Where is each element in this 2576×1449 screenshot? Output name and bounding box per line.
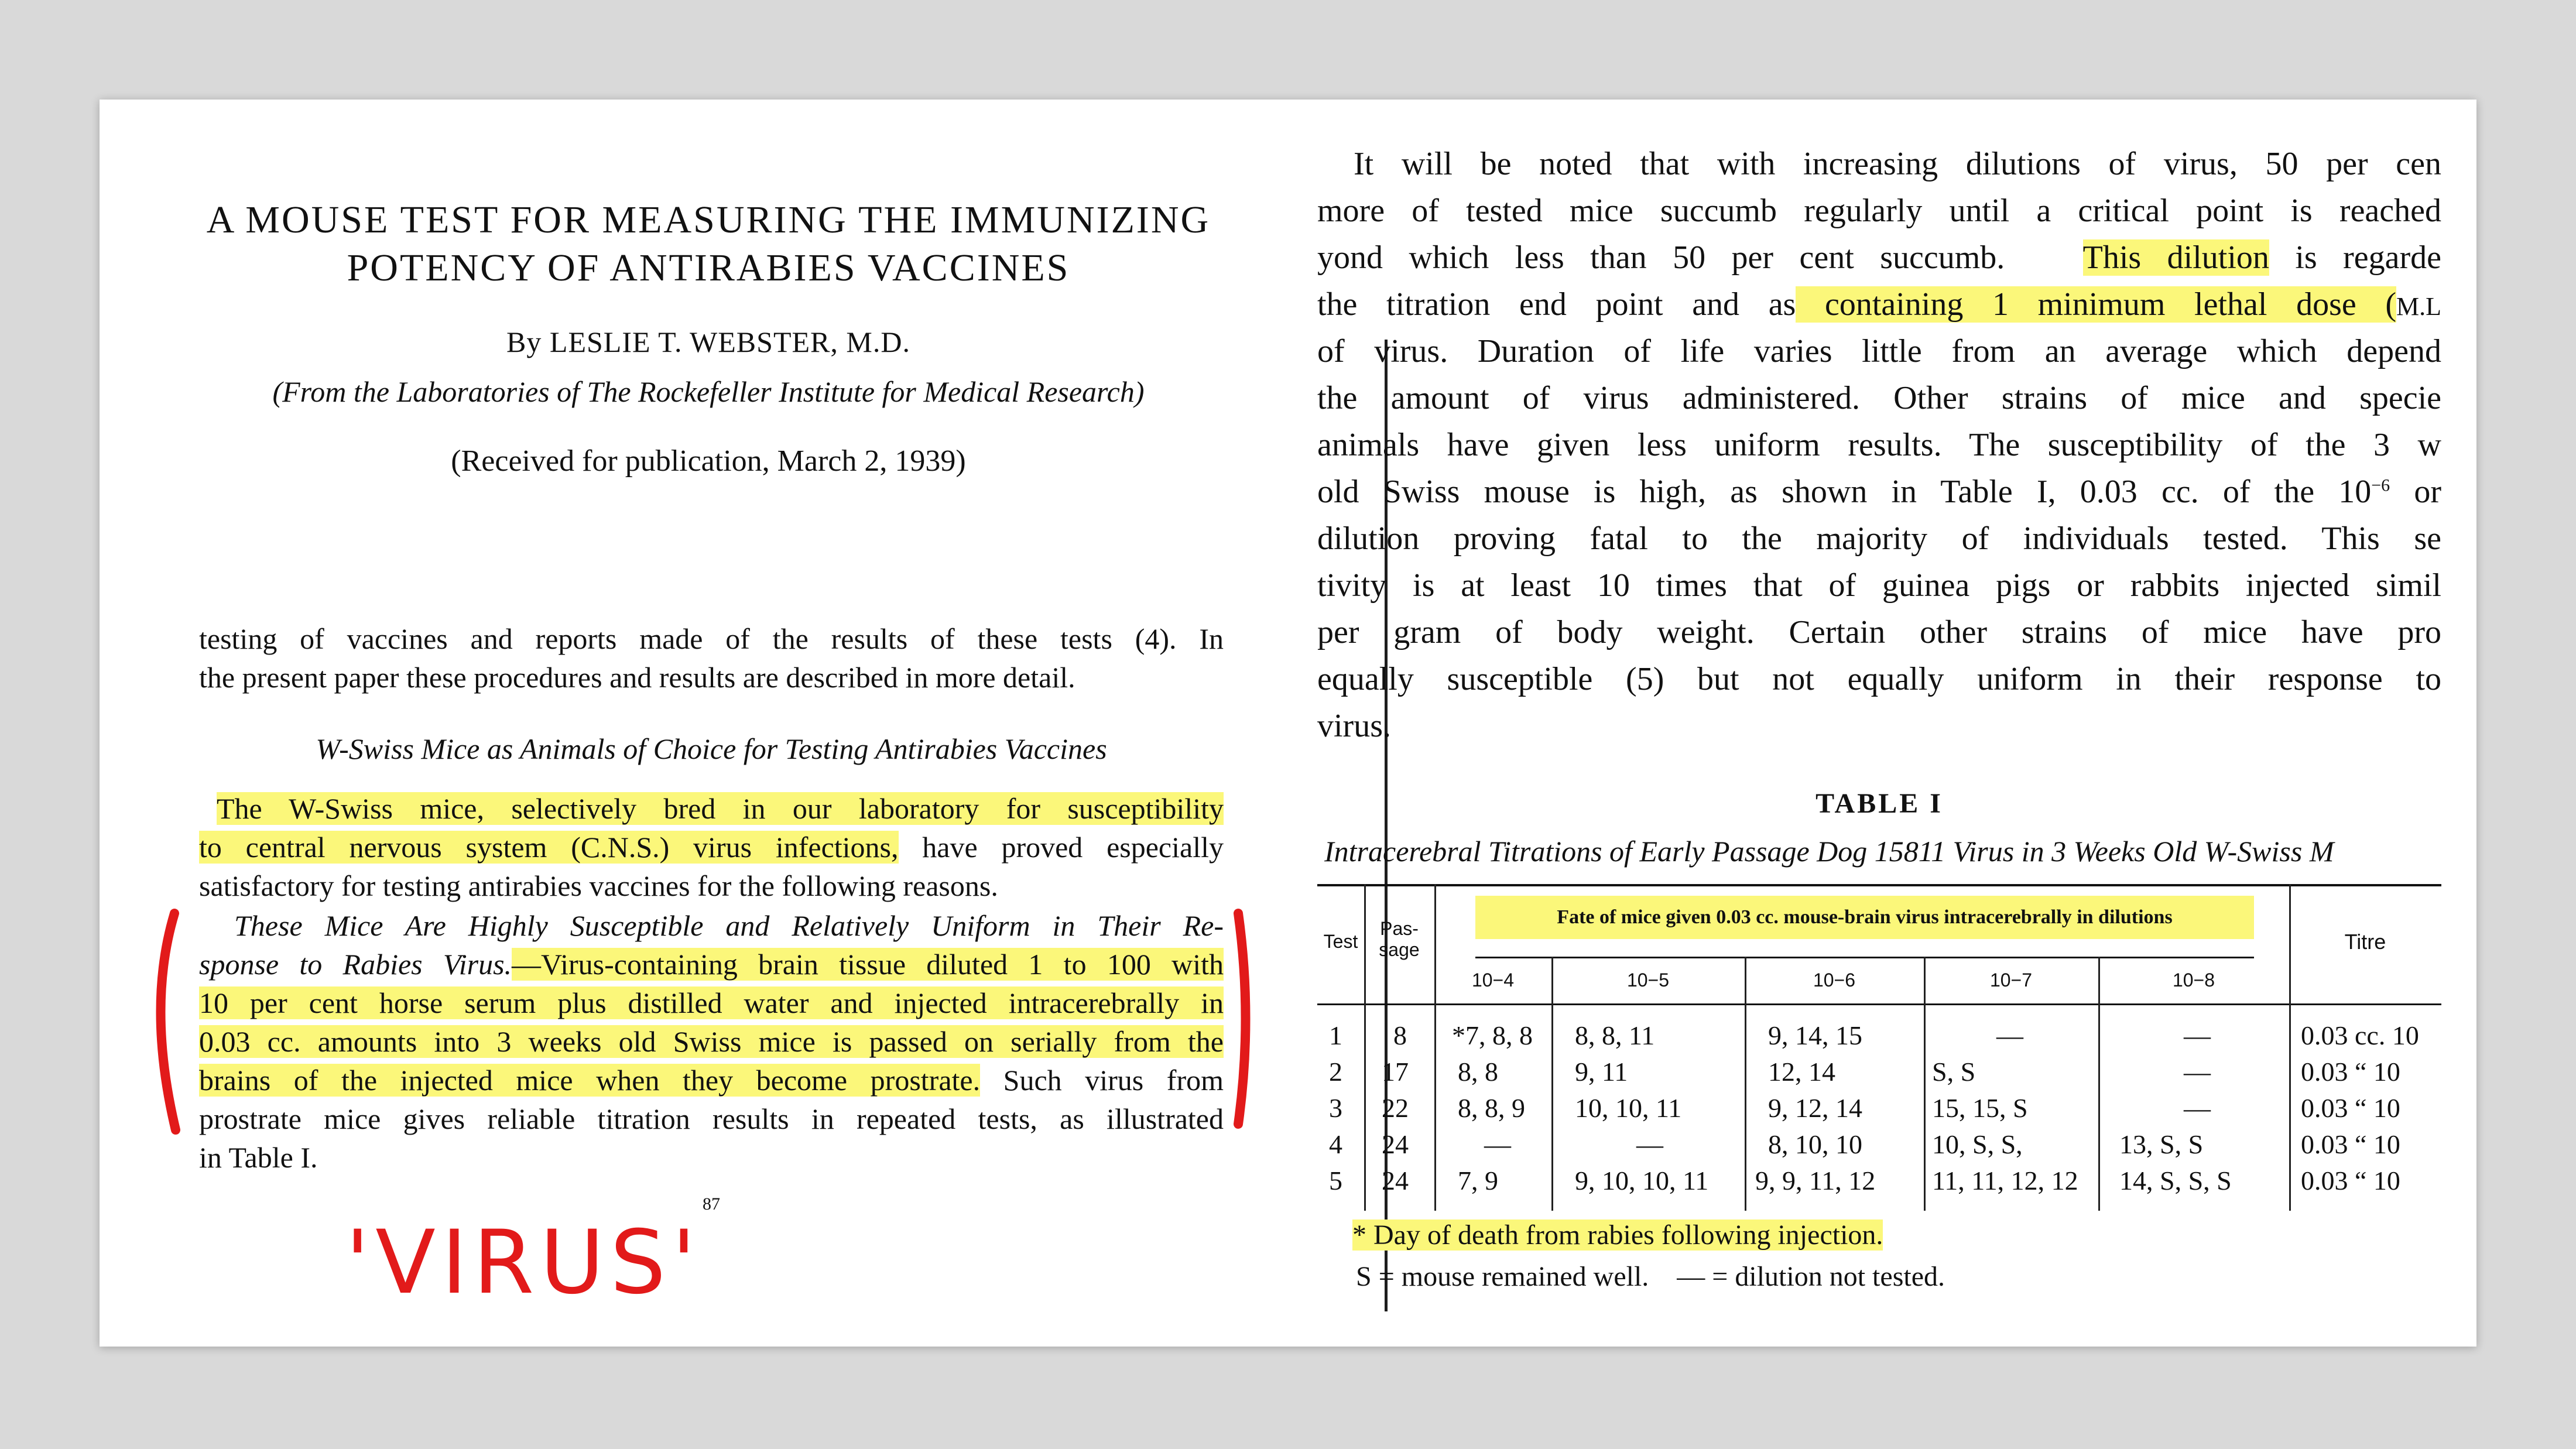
- vline: [1434, 884, 1436, 1211]
- right-line-13: virus.: [1317, 708, 1391, 744]
- dilution-header: 10−7: [1989, 970, 2033, 991]
- cell-titre: 0.03 “ 10: [2301, 1093, 2400, 1123]
- cell-d6: 12, 14: [1768, 1057, 1835, 1087]
- title-line-2: POTENCY OF ANTIRABIES VACCINES: [347, 246, 1070, 289]
- para2-line-2: [199, 830, 1224, 864]
- page-number: 87: [703, 1194, 720, 1214]
- cell-titre: 0.03 “ 10: [2301, 1129, 2400, 1159]
- cell-d8: 13, S, S: [2119, 1129, 2204, 1159]
- cell-passage: 17: [1382, 1057, 1409, 1087]
- cell-d5: 10, 10, 11: [1575, 1093, 1682, 1123]
- dilution-header: 10−4: [1471, 970, 1515, 991]
- text: or: [2390, 474, 2441, 510]
- titration-table: [1317, 883, 2441, 1211]
- author-byline: By LESLIE T. WEBSTER, M.D.: [506, 326, 910, 358]
- cell-titre: 0.03 “ 10: [2301, 1166, 2400, 1195]
- highlight: 0.03 cc. amounts into 3 weeks old Swiss mice is passed on serially from the: [199, 1025, 1224, 1058]
- para3-line-1: These Mice Are Highly Susceptible and Relatively Uniform in Their Re-: [234, 909, 1224, 942]
- section-heading: W-Swiss Mice as Animals of Choice for Testing Antirabies Vaccines: [316, 732, 1107, 765]
- vline: [2098, 957, 2100, 1211]
- cell-test: 3: [1329, 1093, 1342, 1123]
- cell-d4: *7, 8, 8: [1452, 1020, 1533, 1050]
- highlight: 10 per cent horse serum plus distilled water and injected intracerebrally in: [199, 986, 1224, 1019]
- table-footnote-2: S = mouse remained well. — = dilution not tested.: [1356, 1261, 1945, 1292]
- text: have proved especially: [898, 831, 1224, 864]
- cell-d5: 9, 10, 10, 11: [1575, 1166, 1709, 1195]
- cell-d7: S, S: [1932, 1057, 1976, 1087]
- highlight: This dilution: [2082, 239, 2269, 276]
- cell-d6: 9, 12, 14: [1768, 1093, 1862, 1123]
- cell-d4: 8, 8: [1458, 1057, 1498, 1087]
- table-caption: Intracerebral Titrations of Early Passage Dog 15811 Virus in 3 Weeks Old W-Swiss M: [1324, 835, 2334, 868]
- cell-test: 5: [1329, 1166, 1342, 1195]
- para2-line-3: satisfactory for testing antirabies vaccines for the following reasons.: [199, 869, 998, 902]
- cell-passage: 8: [1393, 1020, 1407, 1050]
- right-line-7: animals have given less uniform results. The susceptibility of the 3 w: [1317, 427, 2441, 463]
- cell-test: 1: [1329, 1020, 1342, 1050]
- para1-line-2: the present paper these procedures and results are described in more detail.: [199, 661, 1075, 694]
- cell-d8: 14, S, S, S: [2119, 1166, 2232, 1195]
- cell-d8: —: [2184, 1093, 2211, 1123]
- highlight: * Day of death from rabies following injection.: [1352, 1220, 1883, 1251]
- cell-d4: —: [1484, 1129, 1511, 1159]
- right-line-8: [1317, 473, 2441, 511]
- dilution-header: 10−8: [2172, 970, 2215, 991]
- col-titre-header: Titre: [2344, 930, 2386, 954]
- dilution-header: 10−5: [1626, 970, 1670, 991]
- highlight: to central nervous system (C.N.S.) virus infections,: [199, 831, 899, 864]
- highlight: The W-Swiss mice, selectively bred in our laboratory for susceptibility: [217, 792, 1224, 825]
- cell-d6: 9, 14, 15: [1768, 1020, 1862, 1050]
- superscript: −6: [2371, 475, 2390, 495]
- cell-d7: 10, S, S,: [1932, 1129, 2023, 1159]
- right-line-6: the amount of virus administered. Other strains of mice and specie: [1317, 380, 2441, 416]
- cell-passage: 24: [1382, 1166, 1409, 1195]
- right-line-11: per gram of body weight. Certain other strains of mice have pro: [1317, 614, 2441, 650]
- text: old Swiss mouse is high, as shown in Table I, 0.03 cc. of the 10: [1317, 474, 2372, 510]
- header-bottom-rule: [1317, 1003, 2441, 1005]
- dilution-rule: [1475, 957, 2254, 958]
- right-line-12: equally susceptible (5) but not equally uniform in their response to: [1317, 661, 2441, 697]
- right-line-9: dilution proving fatal to the majority of individuals tested. This se: [1317, 520, 2441, 557]
- text: yond which less than 50 per cent succumb.: [1317, 239, 2005, 276]
- highlight: —Virus-containing brain tissue diluted 1 to 100 with: [512, 948, 1224, 981]
- cell-test: 4: [1329, 1129, 1342, 1159]
- table-top-rule: [1317, 884, 2441, 886]
- cell-d4: 7, 9: [1458, 1166, 1498, 1195]
- right-line-3: [1317, 239, 2441, 276]
- received-date: (Received for publication, March 2, 1939): [451, 444, 966, 478]
- cell-d7: —: [1996, 1020, 2023, 1050]
- right-line-4: [1317, 286, 2441, 323]
- red-bracket-annotation: [152, 902, 1288, 1147]
- right-line-2: more of tested mice succumb regularly until a critical point is reached: [1317, 193, 2441, 229]
- cell-passage: 24: [1382, 1129, 1409, 1159]
- highlight: containing 1 minimum lethal dose (: [1796, 286, 2396, 323]
- title-line-1: A MOUSE TEST FOR MEASURING THE IMMUNIZING: [206, 198, 1211, 241]
- cell-d4: 8, 8, 9: [1458, 1093, 1525, 1123]
- cell-passage: 22: [1382, 1093, 1409, 1123]
- table-footnote-1: [1352, 1219, 1883, 1251]
- article-title: [152, 196, 1265, 292]
- dilution-header: 10−6: [1813, 970, 1856, 991]
- highlight: brains of the injected mice when they become prostrate.: [199, 1064, 981, 1097]
- text: M.L: [2396, 292, 2441, 321]
- cell-test: 2: [1329, 1057, 1342, 1087]
- cell-d8: —: [2184, 1020, 2211, 1050]
- affiliation: (From the Laboratories of The Rockefeller Institute for Medical Research): [272, 375, 1145, 408]
- right-line-1: It will be noted that with increasing dilutions of virus, 50 per cen: [1354, 146, 2441, 182]
- para2-line-1: [217, 792, 1224, 825]
- vline: [1745, 957, 1746, 1211]
- text: Such virus from: [980, 1064, 1224, 1097]
- fate-header: Fate of mice given 0.03 cc. mouse-brain virus intracerebrally in dilutions: [1475, 896, 2254, 939]
- cell-d6: 9, 9, 11, 12: [1755, 1166, 1876, 1195]
- handwritten-virus-annotation: 'VIRUS': [345, 1212, 702, 1314]
- col-test-header: Test: [1323, 931, 1358, 952]
- italic-lead: sponse to Rabies Virus.: [199, 948, 512, 981]
- cell-d7: 11, 11, 12, 12: [1932, 1166, 2078, 1195]
- right-line-5: of virus. Duration of life varies little from an average which depend: [1317, 333, 2441, 369]
- col-passage-header: Pas- sage: [1379, 918, 1420, 960]
- para1-line-1: testing of vaccines and reports made of the results of these tests (4). In: [199, 622, 1224, 655]
- text: the titration end point and as: [1317, 286, 1796, 323]
- cell-d5: 9, 11: [1575, 1057, 1628, 1087]
- cell-d6: 8, 10, 10: [1768, 1129, 1862, 1159]
- right-line-10: tivity is at least 10 times that of guinea pigs or rabbits injected simil: [1317, 567, 2441, 604]
- para3-line-7: in Table I.: [199, 1141, 318, 1174]
- vline: [1551, 957, 1553, 1211]
- cell-d5: —: [1636, 1129, 1663, 1159]
- cell-d7: 15, 15, S: [1932, 1093, 2028, 1123]
- table-title: TABLE I: [1815, 788, 1943, 819]
- cell-titre: 0.03 “ 10: [2301, 1057, 2400, 1087]
- cell-d8: —: [2184, 1057, 2211, 1087]
- text: is regarde: [2269, 239, 2441, 276]
- cell-titre: 0.03 cc. 10: [2301, 1020, 2419, 1050]
- para3-line-6: prostrate mice gives reliable titration results in repeated tests, as illustrated: [199, 1102, 1224, 1135]
- vline: [1924, 957, 1926, 1211]
- cell-d5: 8, 8, 11: [1575, 1020, 1655, 1050]
